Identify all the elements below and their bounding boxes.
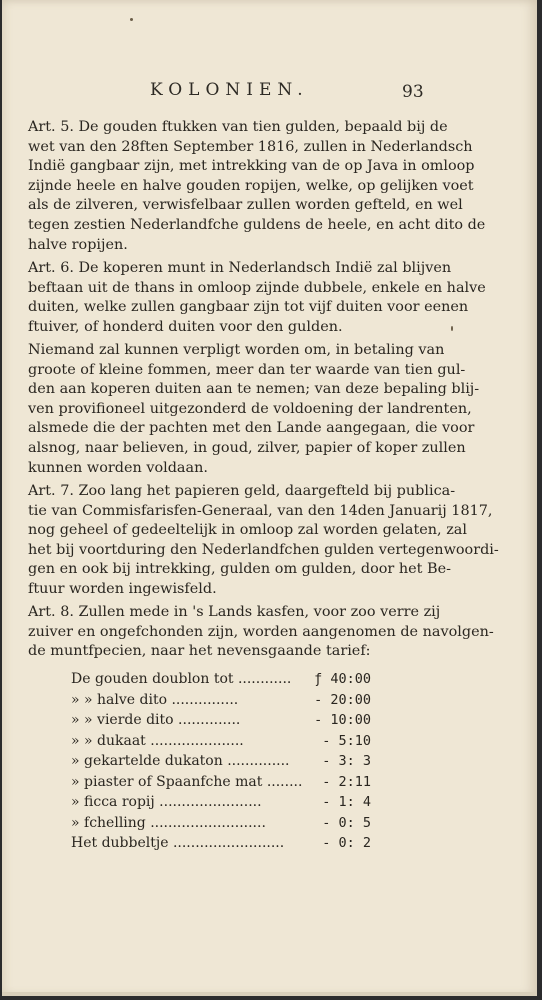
- text-line: tegen zestien Nederlandfche guldens de heele, en acht dito de: [28, 216, 486, 233]
- text-line: beftaan uit de thans in omloop zijnde dubbele, enkele en halve: [28, 279, 486, 296]
- coin-name: » » dukaat .....................: [71, 732, 244, 749]
- coin-value: - 3: 3: [322, 753, 371, 769]
- text-line: wet van den 28ften September 1816, zullen in Nederlandsch: [28, 138, 473, 155]
- text-line: Niemand zal kunnen verpligt worden om, in betaling van: [28, 342, 445, 358]
- text-line: Art. 6. De koperen munt in Nederlandsch Indië zal blijven: [28, 260, 452, 276]
- text-line: duiten, welke zullen gangbaar zijn tot vijf duiten voor eenen: [28, 299, 469, 316]
- coin-value: - 5:10: [322, 732, 371, 749]
- paragraph-art-5: [28, 118, 486, 255]
- coin-name: » gekartelde dukaton ..............: [71, 753, 290, 769]
- paragraph-niemand: [28, 341, 480, 478]
- coin-name: » ficca ropij .......................: [71, 794, 262, 810]
- tariff-row: [71, 751, 371, 772]
- text-line: alsnog, naar believen, in goud, zilver, papier of koper zullen: [28, 439, 466, 456]
- paragraph-art-7: [28, 482, 499, 600]
- text-line: ftuiver, of honderd duiten voor den gulden.: [28, 318, 343, 335]
- text-line: den aan koperen duiten aan te nemen; van deze bepaling blij-: [28, 381, 480, 398]
- coin-value: - 20:00: [314, 691, 371, 708]
- tariff-row: [71, 792, 371, 813]
- coin-value: - 10:00: [314, 712, 371, 728]
- page-number: 93: [402, 82, 424, 102]
- coin-value: - 2:11: [322, 773, 371, 790]
- text-line: Art. 5. De gouden ftukken van tien gulden, bepaald bij de: [28, 119, 448, 135]
- coin-name: » fchelling ..........................: [71, 814, 266, 831]
- paragraph-art-6: [28, 259, 486, 337]
- coin-value: ƒ 40:00: [314, 671, 371, 687]
- text-line: ven provifioneel uitgezonderd de voldoening der landrenten,: [28, 400, 472, 417]
- tariff-row: [71, 669, 371, 690]
- tariff-row: [71, 833, 371, 854]
- tariff-row: [71, 813, 371, 834]
- text-line: alsmede die der pachten met den Lande aangegaan, die voor: [28, 420, 475, 437]
- text-line: gen en ook bij intrekking, gulden om gulden, door het Be-: [28, 561, 451, 578]
- paragraph-art-8: [28, 603, 494, 662]
- coin-name: » » vierde dito ..............: [71, 712, 241, 728]
- paper-speck: [130, 18, 133, 21]
- text-line: ftuur worden ingewisfeld.: [28, 580, 217, 597]
- coin-name: » piaster of Spaanfche mat ........: [71, 773, 303, 790]
- tariff-row: [71, 690, 371, 711]
- text-line: groote of kleine fommen, meer dan ter waarde van tien gul-: [28, 361, 466, 378]
- text-line: zijnde heele en halve gouden ropijen, welke, op gelijken voet: [28, 177, 474, 194]
- text-line: tie van Commisfarisfen-Generaal, van den 14den Januarij 1817,: [28, 502, 493, 519]
- text-line: halve ropijen.: [28, 236, 128, 253]
- text-line: zuiver en ongefchonden zijn, worden aangenomen de navolgen-: [28, 623, 494, 640]
- text-line: Art. 7. Zoo lang het papieren geld, daargefteld bij publica-: [28, 483, 456, 499]
- tariff-row: [71, 731, 371, 752]
- coin-value: - 0: 2: [322, 835, 371, 851]
- coin-value: - 1: 4: [322, 794, 371, 810]
- text-line: de muntfpecien, naar het nevensgaande tarief:: [28, 643, 371, 660]
- text-line: Indië gangbaar zijn, met intrekking van de op Java in omloop: [28, 158, 475, 175]
- tariff-row: [71, 710, 371, 731]
- paper-speck: [451, 326, 453, 331]
- book-page: [2, 0, 537, 996]
- tariff-row: [71, 772, 371, 793]
- text-line: kunnen worden voldaan.: [28, 459, 208, 476]
- text-line: als de zilveren, verwisfelbaar zullen worden gefteld, en wel: [28, 197, 463, 214]
- coin-name: » » halve dito ...............: [71, 691, 239, 708]
- text-line: Art. 8. Zullen mede in 's Lands kasfen, voor zoo verre zij: [28, 604, 441, 620]
- running-header: KOLONIEN.: [150, 80, 309, 100]
- coin-value: - 0: 5: [322, 814, 371, 831]
- text-line: het bij voortduring den Nederlandfchen gulden vertegenwoordi-: [28, 541, 499, 558]
- coin-name: De gouden doublon tot ............: [71, 671, 292, 687]
- coin-name: Het dubbeltje .........................: [71, 835, 285, 851]
- text-line: nog geheel of gedeeltelijk in omloop zal worden gelaten, zal: [28, 522, 467, 539]
- coin-tariff-table: [71, 669, 371, 854]
